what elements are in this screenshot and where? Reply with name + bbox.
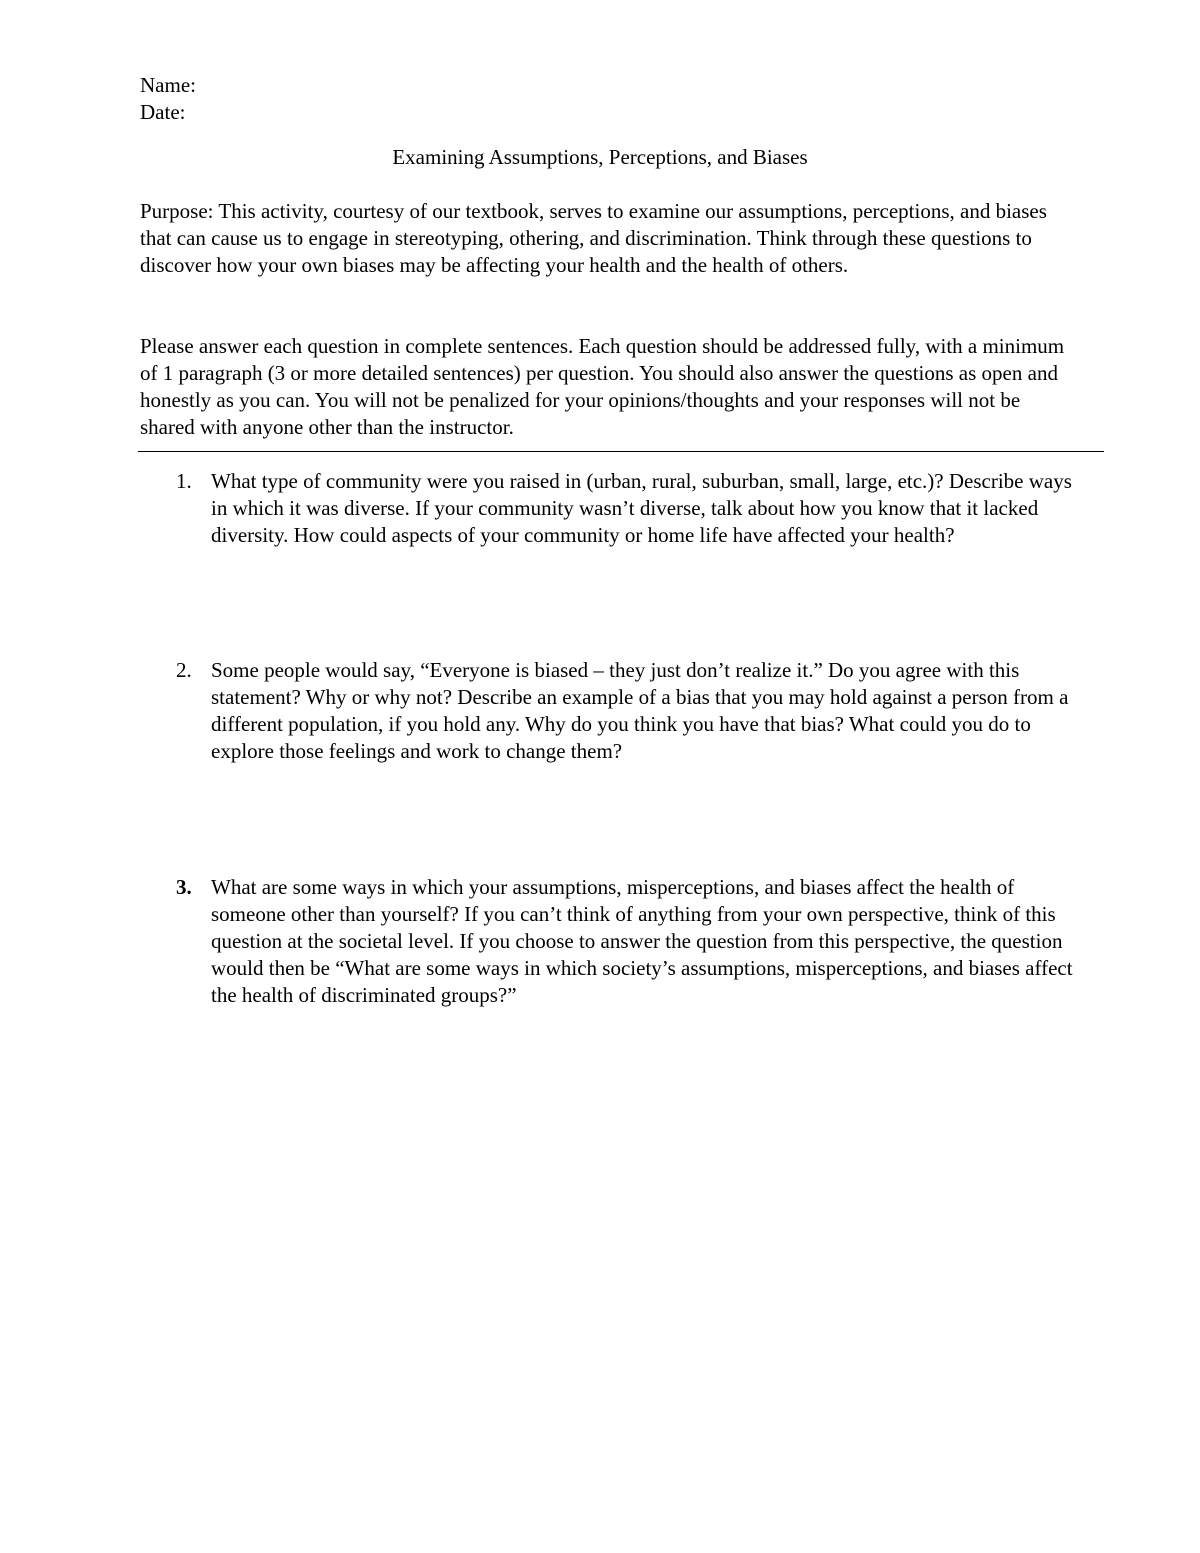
question-number: 1. — [176, 469, 192, 493]
instructions-paragraph: Please answer each question in complete sentences. Each question should be addressed fully, with a minimum of 1 paragraph (3 or more detailed sentences) per question. You should also answer the questions as open and honestly as you can. You will not be penalized for your opinions/thoughts and your responses will not be shared with anyone other than the instructor. — [140, 334, 1070, 439]
question-text: What type of community were you raised in (urban, rural, suburban, small, large, etc.)? Describe ways in which it was diverse. If your community wasn’t diverse, talk about how you know that it lacked diversity. How could aspects of your community or home life have affected your health? — [211, 469, 1072, 547]
purpose-paragraph: Purpose: This activity, courtesy of our textbook, serves to examine our assumptions, perceptions, and biases that can cause us to engage in stereotyping, othering, and discrimination. Think through these questions to discover how your own biases may be affecting your health and the health of others. — [140, 199, 1053, 277]
question-text: What are some ways in which your assumptions, misperceptions, and biases affect the health of someone other than yourself? If you can’t think of anything from your own perspective, think of this question at the societal level. If you choose to answer the question from this perspective, the question would then be “What are some ways in which society’s assumptions, misperceptions, and biases affect the health of discriminated groups?” — [211, 875, 1073, 1007]
question-text: Some people would say, “Everyone is biased – they just don’t realize it.” Do you agree with this statement? Why or why not? Describe an example of a bias that you may hold against a person from a different population, if you hold any. Why do you think you have that bias? What could you do to explore those feelings and work to change them? — [211, 658, 1069, 763]
question-number: 3. — [176, 875, 192, 899]
name-label: Name: — [140, 73, 196, 97]
question-number: 2. — [176, 658, 192, 682]
date-label: Date: — [140, 100, 186, 124]
document-title: Examining Assumptions, Perceptions, and Biases — [392, 145, 808, 169]
horizontal-divider — [138, 451, 1104, 452]
